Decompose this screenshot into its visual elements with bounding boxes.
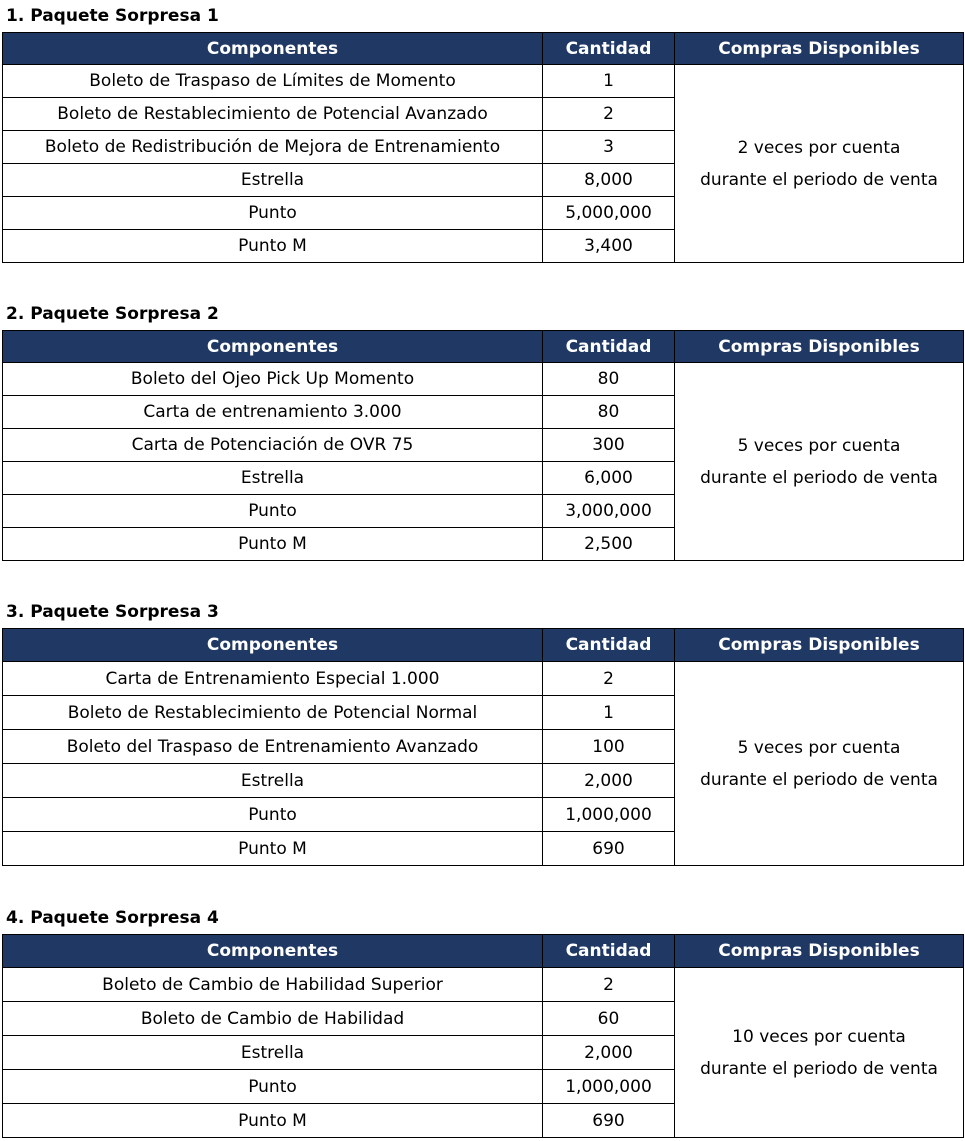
component-cell: Punto xyxy=(3,197,543,230)
package-title: 2. Paquete Sorpresa 2 xyxy=(6,304,219,324)
header-row xyxy=(3,935,964,968)
quantity-cell: 2,000 xyxy=(543,1036,675,1070)
header-quantity: Cantidad xyxy=(543,629,675,662)
quantity-cell: 2 xyxy=(543,968,675,1002)
header-components: Componentes xyxy=(3,33,543,65)
component-cell: Estrella xyxy=(3,1036,543,1070)
package-title: 1. Paquete Sorpresa 1 xyxy=(6,6,219,26)
quantity-cell: 2,500 xyxy=(543,528,675,561)
package-table xyxy=(2,330,964,561)
quantity-cell: 300 xyxy=(543,429,675,462)
purchases-available-line: durante el periodo de venta xyxy=(700,1058,938,1079)
purchases-available-cell xyxy=(675,662,964,866)
quantity-cell: 6,000 xyxy=(543,462,675,495)
component-cell: Boleto del Ojeo Pick Up Momento xyxy=(3,363,543,396)
component-cell: Boleto de Restablecimiento de Potencial Avanzado xyxy=(3,98,543,131)
component-cell: Punto M xyxy=(3,528,543,561)
quantity-cell: 690 xyxy=(543,832,675,866)
purchases-available-line: 5 veces por cuenta xyxy=(737,435,901,456)
quantity-cell: 2 xyxy=(543,662,675,696)
table-row xyxy=(3,662,964,696)
header-components: Componentes xyxy=(3,935,543,968)
component-cell: Estrella xyxy=(3,764,543,798)
component-cell: Carta de entrenamiento 3.000 xyxy=(3,396,543,429)
header-components: Componentes xyxy=(3,331,543,363)
quantity-cell: 60 xyxy=(543,1002,675,1036)
header-quantity: Cantidad xyxy=(543,935,675,968)
header-quantity: Cantidad xyxy=(543,33,675,65)
header-components: Componentes xyxy=(3,629,543,662)
component-cell: Boleto del Traspaso de Entrenamiento Avanzado xyxy=(3,730,543,764)
header-row xyxy=(3,331,964,363)
header-row xyxy=(3,33,964,65)
table-row xyxy=(3,363,964,396)
quantity-cell: 1,000,000 xyxy=(543,1070,675,1104)
quantity-cell: 2 xyxy=(543,98,675,131)
quantity-cell: 3,400 xyxy=(543,230,675,263)
quantity-cell: 690 xyxy=(543,1104,675,1138)
header-quantity: Cantidad xyxy=(543,331,675,363)
package-table xyxy=(2,32,964,263)
quantity-cell: 2,000 xyxy=(543,764,675,798)
quantity-cell: 3,000,000 xyxy=(543,495,675,528)
purchases-available-line: 10 veces por cuenta xyxy=(732,1026,906,1047)
header-purchases: Compras Disponibles xyxy=(675,935,964,968)
component-cell: Estrella xyxy=(3,164,543,197)
component-cell: Punto xyxy=(3,798,543,832)
quantity-cell: 1,000,000 xyxy=(543,798,675,832)
purchases-available-line: durante el periodo de venta xyxy=(700,169,938,190)
component-cell: Boleto de Cambio de Habilidad xyxy=(3,1002,543,1036)
package-title: 3. Paquete Sorpresa 3 xyxy=(6,602,219,622)
component-cell: Punto xyxy=(3,495,543,528)
component-cell: Carta de Entrenamiento Especial 1.000 xyxy=(3,662,543,696)
quantity-cell: 3 xyxy=(543,131,675,164)
header-purchases: Compras Disponibles xyxy=(675,33,964,65)
purchases-available-cell xyxy=(675,65,964,263)
purchases-available-line: durante el periodo de venta xyxy=(700,467,938,488)
package-table xyxy=(2,628,964,866)
quantity-cell: 1 xyxy=(543,65,675,98)
component-cell: Punto M xyxy=(3,230,543,263)
quantity-cell: 80 xyxy=(543,396,675,429)
header-purchases: Compras Disponibles xyxy=(675,629,964,662)
component-cell: Carta de Potenciación de OVR 75 xyxy=(3,429,543,462)
header-row xyxy=(3,629,964,662)
quantity-cell: 80 xyxy=(543,363,675,396)
header-purchases: Compras Disponibles xyxy=(675,331,964,363)
component-cell: Boleto de Restablecimiento de Potencial Normal xyxy=(3,696,543,730)
purchases-available-line: 5 veces por cuenta xyxy=(737,737,901,758)
quantity-cell: 5,000,000 xyxy=(543,197,675,230)
component-cell: Estrella xyxy=(3,462,543,495)
package-title: 4. Paquete Sorpresa 4 xyxy=(6,908,219,928)
purchases-available-cell xyxy=(675,363,964,561)
component-cell: Punto xyxy=(3,1070,543,1104)
purchases-available-line: 2 veces por cuenta xyxy=(737,137,901,158)
table-row xyxy=(3,65,964,98)
component-cell: Boleto de Cambio de Habilidad Superior xyxy=(3,968,543,1002)
quantity-cell: 1 xyxy=(543,696,675,730)
table-row xyxy=(3,968,964,1002)
component-cell: Boleto de Redistribución de Mejora de Entrenamiento xyxy=(3,131,543,164)
package-table xyxy=(2,934,964,1138)
quantity-cell: 8,000 xyxy=(543,164,675,197)
component-cell: Boleto de Traspaso de Límites de Momento xyxy=(3,65,543,98)
purchases-available-cell xyxy=(675,968,964,1138)
component-cell: Punto M xyxy=(3,1104,543,1138)
quantity-cell: 100 xyxy=(543,730,675,764)
purchases-available-line: durante el periodo de venta xyxy=(700,769,938,790)
component-cell: Punto M xyxy=(3,832,543,866)
